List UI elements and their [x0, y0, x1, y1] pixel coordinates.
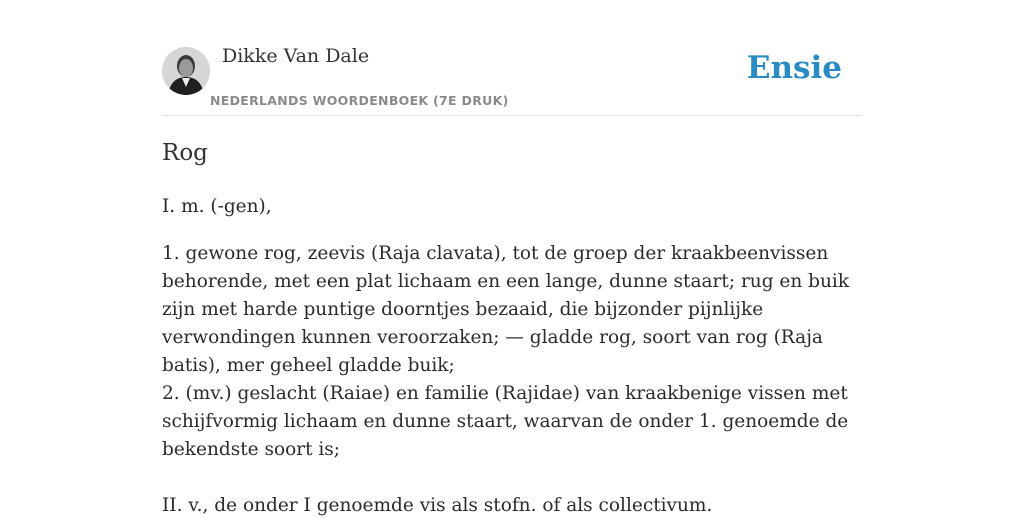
- entry-body: [162, 193, 872, 520]
- portrait-icon: [162, 47, 210, 95]
- header: [162, 0, 862, 116]
- entry-paragraph: I. m. (-gen),: [162, 196, 272, 217]
- author-name[interactable]: Dikke Van Dale: [222, 45, 370, 67]
- source-label[interactable]: NEDERLANDS WOORDENBOEK (7E DRUK): [210, 93, 509, 108]
- entry-title: Rog: [162, 140, 208, 166]
- avatar[interactable]: [162, 47, 210, 95]
- entry-paragraph: 1. gewone rog, zeevis (Raja clavata), tot de groep der kraakbeenvissen behorende, met een plat lichaam en een lange, dunne staart; rug en buik zijn met harde puntige doorntjes bezaaid, die bijzonder pijnlijke verwondingen kunnen veroorzaken; — gladde rog, soort van rog (Raja batis), mer geheel gladde buik; 2. (mv.) geslacht (Raiae) en familie (Rajidae) van kraakbenige vissen met schijfvormig lichaam en dunne staart, waarvan de onder 1. genoemde de bekendste soort is; II. v., de onder I genoemde vis als stofn. of als collectivum.: [162, 243, 850, 516]
- page-container: [162, 0, 862, 516]
- brand-logo[interactable]: Ensie: [746, 50, 842, 86]
